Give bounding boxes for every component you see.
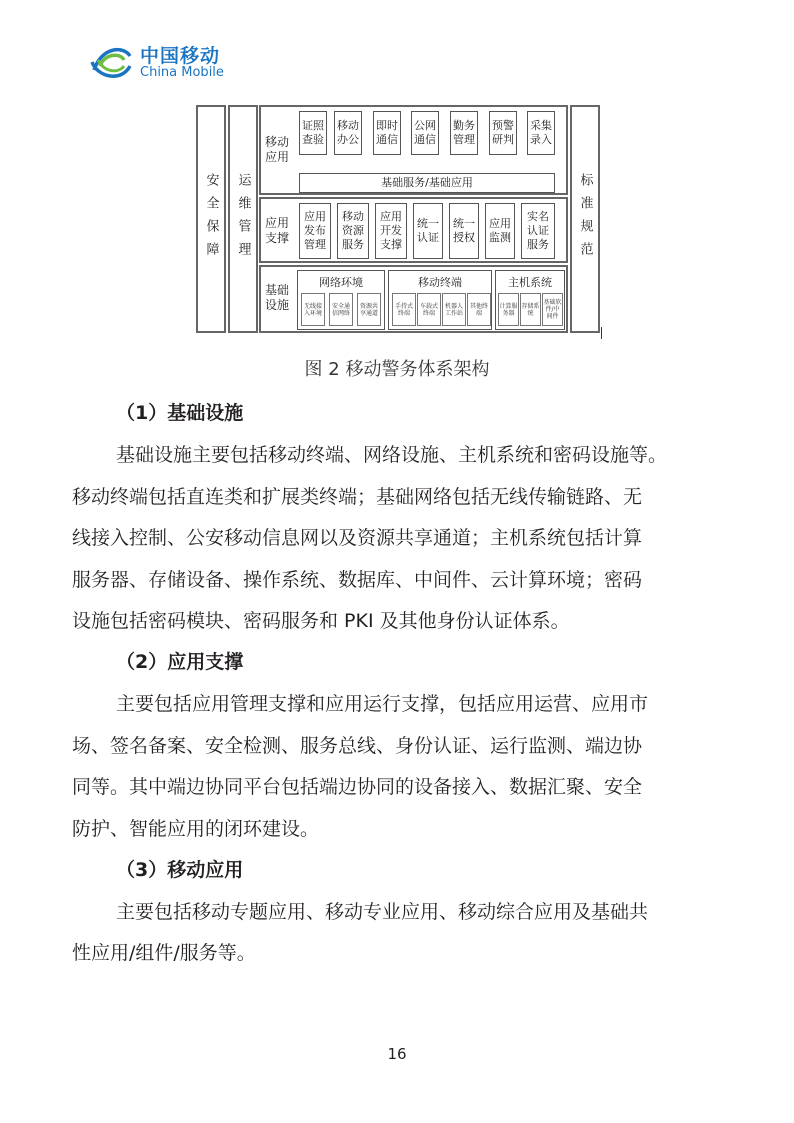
section-heading: （3）移动应用	[116, 859, 244, 881]
paragraph-line: 同等。其中端边协同平台包括端边协同的设备接入、数据汇聚、安全	[72, 776, 643, 798]
diagram-cell: 移动办公	[334, 111, 362, 155]
figure-caption: 图 2 移动警务体系架构	[304, 359, 490, 380]
china-mobile-logo	[88, 40, 248, 84]
diagram-cell: 勤务管理	[450, 111, 478, 155]
diagram-cell: 采集录入	[527, 111, 555, 155]
paragraph-line: 场、签名备案、安全检测、服务总线、身份认证、运行监测、端边协	[72, 735, 643, 757]
diagram-cell: 预警研判	[489, 111, 517, 155]
diagram-cell: 公网通信	[411, 111, 439, 155]
operations-column	[228, 105, 258, 333]
diagram-mini-cell: 安全通信网络	[329, 293, 353, 326]
section-heading: （2）应用支撑	[116, 651, 244, 673]
diagram-mini-cell: 机器人工作站	[442, 293, 466, 326]
paragraph-line: 防护、智能应用的闭环建设。	[72, 818, 320, 840]
paragraph-line: 性应用/组件/服务等。	[72, 942, 256, 964]
host-system-group-title: 主机系统	[508, 276, 552, 289]
mobile-app-layer	[259, 105, 568, 195]
paragraph-line: 设施包括密码模块、密码服务和 PKI 及其他身份认证体系。	[72, 610, 570, 632]
app-support-layer	[259, 197, 568, 263]
paragraph-line: 移动终端包括直连类和扩展类终端；基础网络包括无线传输链路、无	[72, 486, 643, 508]
diagram-mini-cell: 手持式终端	[392, 293, 416, 326]
standards-column	[570, 105, 600, 333]
section-heading: （1）基础设施	[116, 402, 244, 424]
paragraph-line: 线接入控制、公安移动信息网以及资源共享通道；主机系统包括计算	[72, 527, 643, 549]
diagram-mini-cell: 其他终端	[467, 293, 491, 326]
mobile-app-layer-label: 移动应用	[265, 135, 290, 164]
text-cursor-mark	[601, 327, 602, 339]
diagram-cell: 应用监测	[485, 203, 515, 259]
diagram-cell: 统一认证	[413, 203, 443, 259]
diagram-mini-cell: 无线接入环境	[301, 293, 325, 326]
infrastructure-layer	[259, 265, 568, 333]
diagram-cell: 实名认证服务	[521, 203, 555, 259]
terminal-group	[388, 270, 492, 330]
operations-column-label: 运维管理	[235, 173, 251, 265]
infrastructure-layer-label: 基础设施	[265, 283, 290, 312]
terminal-group-title: 移动终端	[418, 276, 462, 289]
paragraph-line: 服务器、存储设备、操作系统、数据库、中间件、云计算环境；密码	[72, 569, 643, 591]
architecture-diagram	[196, 105, 606, 340]
diagram-mini-cell: 计算服务器	[498, 293, 519, 326]
base-service-bar: 基础服务/基础应用	[299, 173, 555, 193]
host-system-group	[495, 270, 565, 330]
diagram-cell: 应用开发支撑	[375, 203, 407, 259]
logo-chinese-text: 中国移动	[140, 45, 221, 67]
logo-english-text: China Mobile	[140, 65, 224, 80]
security-column-label: 安全保障	[203, 173, 219, 265]
china-mobile-logo-icon	[88, 40, 134, 84]
page-number: 16	[387, 1045, 407, 1063]
diagram-cell: 即时通信	[373, 111, 401, 155]
diagram-cell: 应用发布管理	[299, 203, 331, 259]
network-group-title: 网络环境	[319, 276, 363, 289]
diagram-cell: 移动资源服务	[337, 203, 369, 259]
diagram-cell: 统一授权	[449, 203, 479, 259]
paragraph-line: 主要包括移动专题应用、移动专业应用、移动综合应用及基础共	[116, 901, 649, 923]
diagram-mini-cell: 存储系统	[520, 293, 541, 326]
diagram-mini-cell: 资源共享通道	[357, 293, 381, 326]
diagram-mini-cell: 车载式终端	[417, 293, 441, 326]
diagram-cell: 证照查验	[299, 111, 327, 155]
diagram-mini-cell: 基础软件/中间件	[542, 293, 563, 326]
network-group	[297, 270, 385, 330]
paragraph-line: 主要包括应用管理支撑和应用运行支撑，包括应用运营、应用市	[116, 693, 649, 715]
security-column	[196, 105, 226, 333]
app-support-layer-label: 应用支撑	[265, 216, 290, 245]
paragraph-line: 基础设施主要包括移动终端、网络设施、主机系统和密码设施等。	[116, 444, 668, 466]
standards-column-label: 标准规范	[577, 173, 593, 265]
